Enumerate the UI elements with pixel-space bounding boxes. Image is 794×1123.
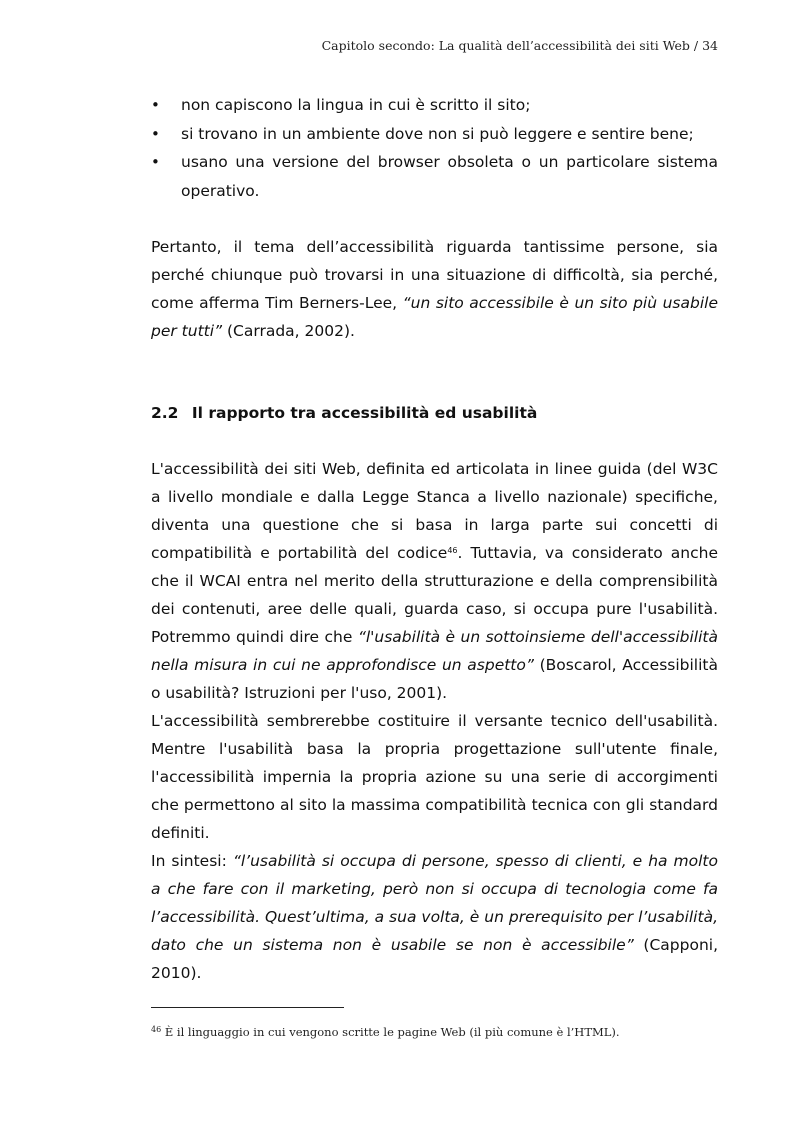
section-number: 2.2	[151, 404, 179, 422]
paragraph-text: L'accessibilità dei siti Web, definita ed articolata in linee guida (del W3C a livello mondiale e dalla Legge Stanca a livello nazionale) specifiche, diventa una questione che si basa in larga parte sui concetti di compatibilità e portabilità del codice	[151, 460, 718, 562]
paragraph-sintesi	[151, 847, 718, 987]
paragraph-accessibilita	[151, 455, 718, 707]
paragraph-text: . Tuttavia, va considerato anche che il WCAI entra nel merito della strutturazione e della comprensibilità dei contenuti, aree delle quali, guarda caso, si occupa pure l'usabilità. Potremmo quindi dire che	[151, 544, 718, 646]
paragraph-pertanto	[151, 233, 718, 345]
citation: (Carrada, 2002).	[222, 322, 355, 340]
footnote-text: È il linguaggio in cui vengono scritte le pagine Web (il più comune è l’HTML).	[161, 1025, 620, 1039]
page-body	[151, 91, 718, 987]
quote-boscarol: “l'usabilità è un sottoinsieme dell'accessibilità nella misura in cui ne approfondisce un aspetto”	[151, 628, 718, 674]
list-item: • non capiscono la lingua in cui è scritto il sito;	[151, 91, 718, 120]
citation: (Capponi, 2010).	[151, 936, 719, 982]
running-header: Capitolo secondo: La qualità dell’accessibilità dei siti Web / 34	[321, 38, 718, 53]
bullet-list	[151, 91, 718, 205]
list-item: • usano una versione del browser obsoleta o un particolare sistema operativo.	[151, 148, 718, 205]
list-item: • si trovano in un ambiente dove non si può leggere e sentire bene;	[151, 120, 718, 149]
paragraph-versante: L'accessibilità sembrerebbe costituire il versante tecnico dell'usabilità. Mentre l'usabilità basa la propria progettazione sull'utente finale, l'accessibilità impernia la propria azione su una serie di accorgimenti che permettono al sito la massima compatibilità tecnica con gli standard definiti.	[151, 712, 718, 842]
quote-berners-lee: “un sito accessibile è un sito più usabile per tutti”	[151, 294, 718, 340]
quote-capponi: “l’usabilità si occupa di persone, spesso di clienti, e ha molto a che fare con il marketing, però non si occupa di tecnologia come fa l’accessibilità. Quest’ultima, a sua volta, è un prerequisito per l’usabilità, dato che un sistema non è usabile se non è accessibile”	[151, 852, 718, 954]
paragraph-text: Pertanto, il tema dell’accessibilità riguarda tantissime persone, sia perché chiunque può trovarsi in una situazione di difficoltà, sia perché, come afferma Tim Berners-Lee,	[151, 238, 718, 312]
footnote	[151, 1025, 620, 1039]
paragraph-text: In sintesi:	[151, 852, 233, 870]
section-title: Il rapporto tra accessibilità ed usabilità	[191, 404, 538, 422]
footnote-divider	[151, 1007, 344, 1008]
footnote-reference[interactable]: 46	[447, 546, 458, 555]
citation: (Boscarol, Accessibilità o usabilità? Istruzioni per l'uso, 2001).	[151, 656, 718, 702]
footnote-number: 46	[151, 1025, 162, 1034]
section-heading	[151, 399, 718, 427]
